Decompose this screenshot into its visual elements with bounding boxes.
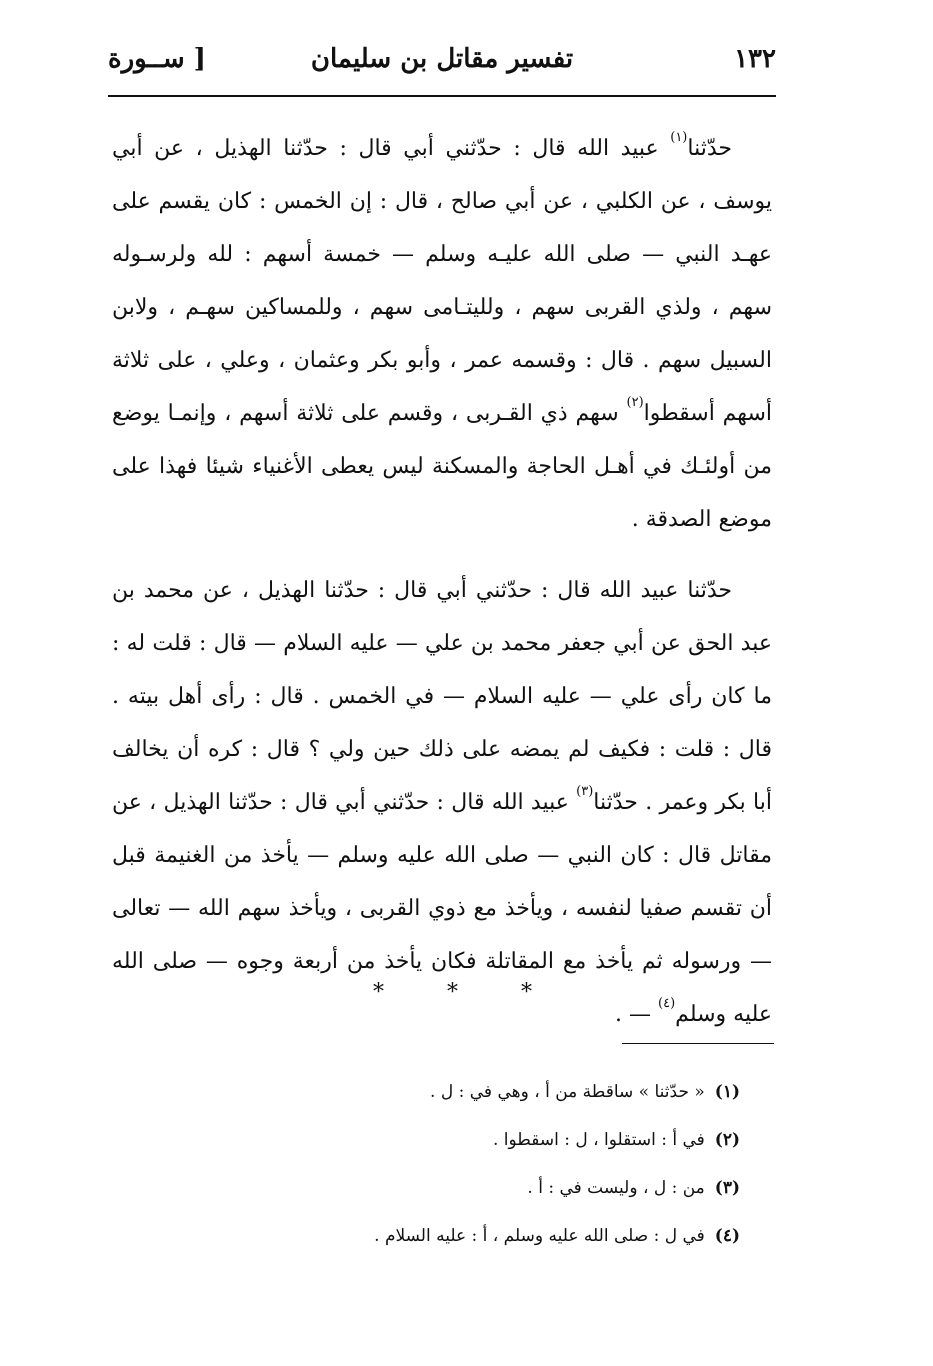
paragraph-1-text-a: حدّثنا [687, 136, 732, 161]
paragraph-2-text-b: عبيد الله قال : حدّثني أبي قال : حدّثنا الهذيل ، عن مقاتل قال : كان النبي — صلى الله عليه وسلم — يأخذ من الغنيمة قبل أن تقسم صفيا لنفسه ، ويأخذ مع ذوي القربى ، ويأخذ سهم الله — تعالى — ورسوله ثم يأخذ مع المقاتلة فكان يأخذ من أربعة وجوه — صلى الله عليه وسلم [112, 790, 772, 1027]
header-rule [108, 95, 776, 97]
page-number: ١٣٢ [734, 44, 776, 74]
footnote-4 [330, 1212, 740, 1260]
footnote-number: (٤) [714, 1226, 740, 1246]
page-header [108, 38, 776, 86]
footnote-2 [330, 1116, 740, 1164]
footnotes [330, 1068, 740, 1260]
footnote-1 [330, 1068, 740, 1116]
footnote-marker-1: (١) [670, 130, 688, 145]
footnote-number: (١) [714, 1082, 740, 1102]
main-text [112, 122, 772, 1041]
footnote-3 [330, 1164, 740, 1212]
footnote-text: في أ : استقلوا ، ل : اسقطوا . [492, 1130, 705, 1150]
surah-label: [ ســورة [108, 44, 206, 74]
footnote-marker-2: (٢) [626, 395, 644, 410]
paragraph-2 [112, 564, 772, 1041]
footnote-rule [622, 1043, 774, 1044]
footnote-text: من : ل ، وليست في : أ . [527, 1178, 705, 1198]
paragraph-1-text-c: سهم ذي القـربى ، وقسم على ثلاثة أسهم ، وإنمـا يوضع من أولئـك في أهـل الحاجة والمسكنة ليس يعطى الأغنياء شيئا فهذا على موضع الصدقة . [112, 401, 772, 532]
footnote-text: « حدّثنا » ساقطة من أ ، وهي في : ل . [430, 1082, 705, 1102]
paragraph-2-text-c: — . [615, 1002, 659, 1027]
footnote-number: (٣) [714, 1178, 740, 1198]
section-separator: * * * [373, 980, 560, 1005]
paragraph-2-text-a: حدّثنا عبيد الله قال : حدّثني أبي قال : حدّثنا الهذيل ، عن محمد بن عبد الحق عن أبي جعفر محمد بن علي — عليه السلام — قال : قلت له : ما كان رأى علي — عليه السلام — في الخمس . قال : رأى أهل بيته . قال : قلت : فكيف لم يمضه على ذلك حين ولي ؟ قال : كره أن يخالف أبا بكر وعمر . حدّثنا [112, 578, 772, 815]
running-title: تفسير مقاتل بن سليمان [310, 44, 574, 74]
footnote-text: في ل : صلى الله عليه وسلم ، أ : عليه السلام . [374, 1226, 705, 1246]
paragraph-1-text-b: عبيد الله قال : حدّثني أبي قال : حدّثنا الهذيل ، عن أبي يوسف ، عن الكلبي ، عن أبي صالح ، قال : إن الخمس : كان يقسم على عهـد النبي — صلى الله عليـه وسلم — خمسة أسهم : لله ولرسـوله سهم ، ولذي القربى سهم ، ولليتـامى سهم ، وللمساكين سهـم ، ولابن السبيل سهم . قال : وقسمه عمر ، وأبو بكر وعثمان ، وعلي ، على ثلاثة أسهم أسقطوا [112, 136, 772, 426]
footnote-number: (٢) [714, 1130, 740, 1150]
footnote-marker-4: (٤) [658, 996, 676, 1011]
footnote-marker-3: (٣) [576, 784, 594, 799]
paragraph-1 [112, 122, 772, 546]
